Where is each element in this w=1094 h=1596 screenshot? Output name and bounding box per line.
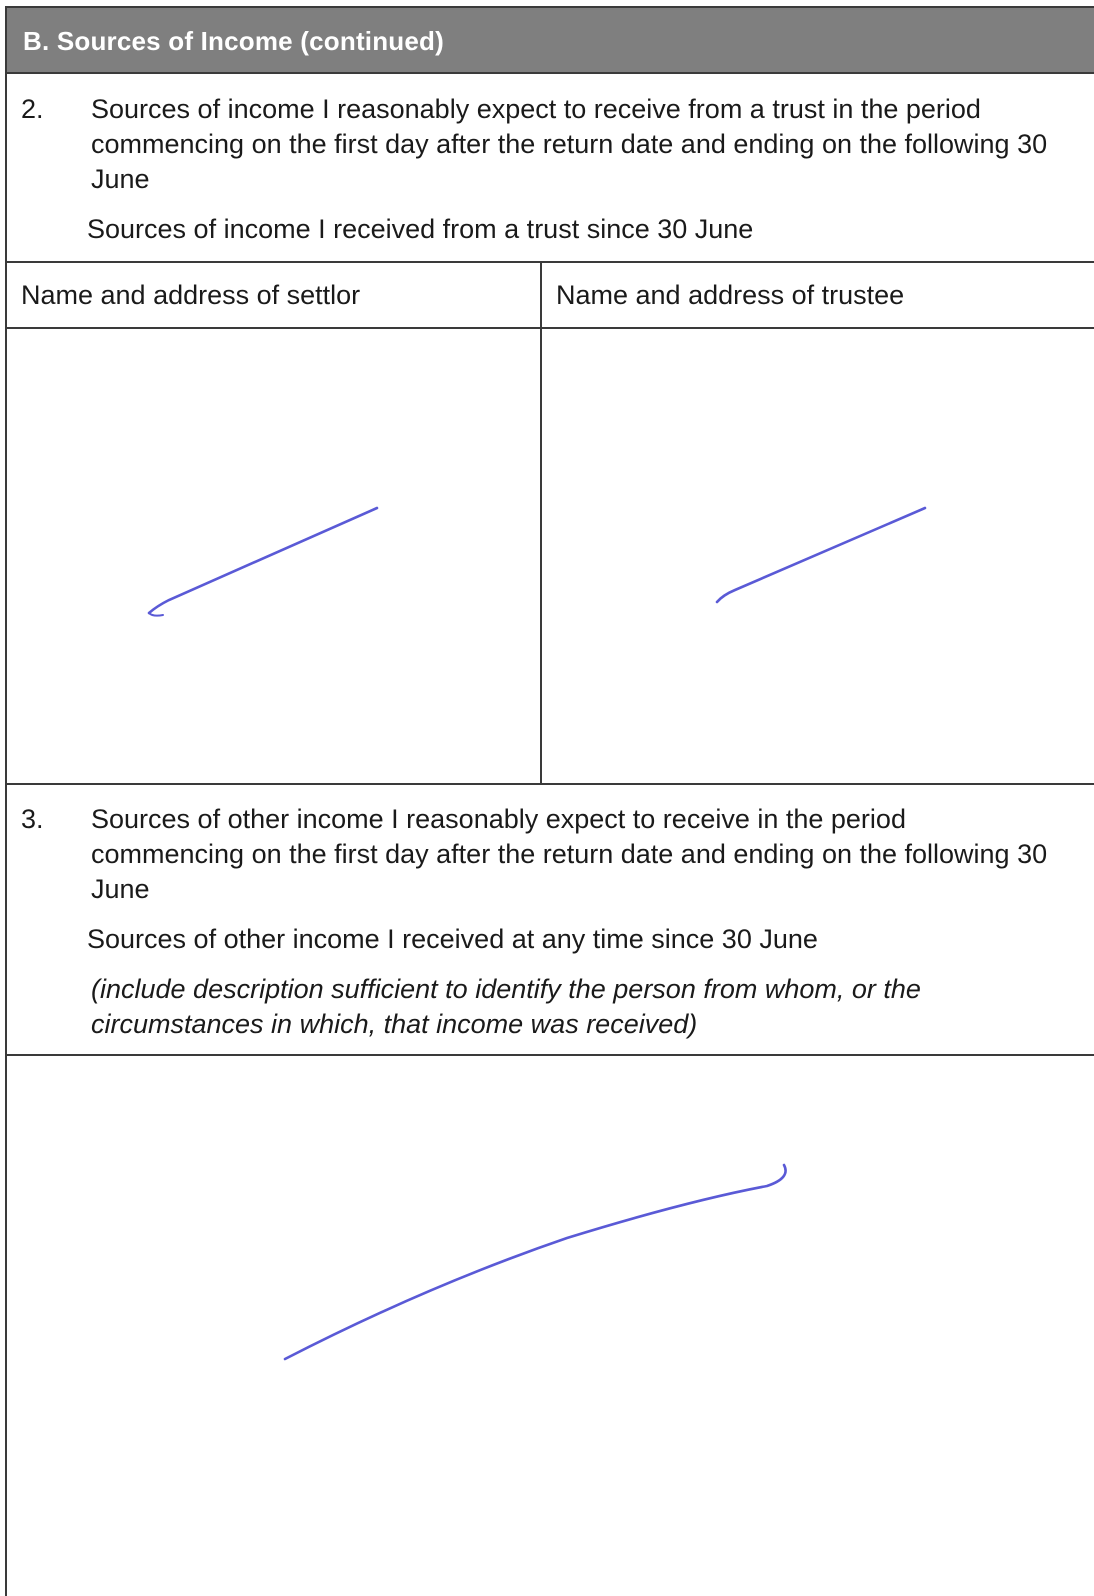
item-3-number: 3. bbox=[21, 804, 44, 834]
item-2-subtext: Sources of income I received from a trust since 30 June bbox=[87, 214, 754, 244]
settlor-column-header: Name and address of settlor bbox=[21, 280, 361, 310]
income-form bbox=[5, 6, 1094, 1596]
item-2-number: 2. bbox=[21, 94, 44, 124]
item-3-note: (include description sufficient to identify the person from whom, or the circumstances in which, that income was received) bbox=[91, 974, 921, 1039]
trustee-pen-stroke bbox=[717, 508, 925, 602]
settlor-pen-stroke bbox=[149, 508, 377, 613]
item-3-subtext: Sources of other income I received at any time since 30 June bbox=[87, 924, 818, 954]
item-3-text: Sources of other income I reasonably expect to receive in the period commencing on the first day after the return date and ending on the following 30 June bbox=[91, 804, 1048, 904]
item-2-text: Sources of income I reasonably expect to receive from a trust in the period commencing on the first day after the return date and ending on the following 30 June bbox=[91, 94, 1048, 194]
other-income-pen-stroke bbox=[285, 1165, 786, 1359]
section-title: B. Sources of Income (continued) bbox=[23, 26, 444, 56]
trustee-column-header: Name and address of trustee bbox=[556, 280, 905, 310]
pen-strike-marks bbox=[7, 6, 1094, 1596]
settlor-pen-hook bbox=[149, 613, 163, 616]
